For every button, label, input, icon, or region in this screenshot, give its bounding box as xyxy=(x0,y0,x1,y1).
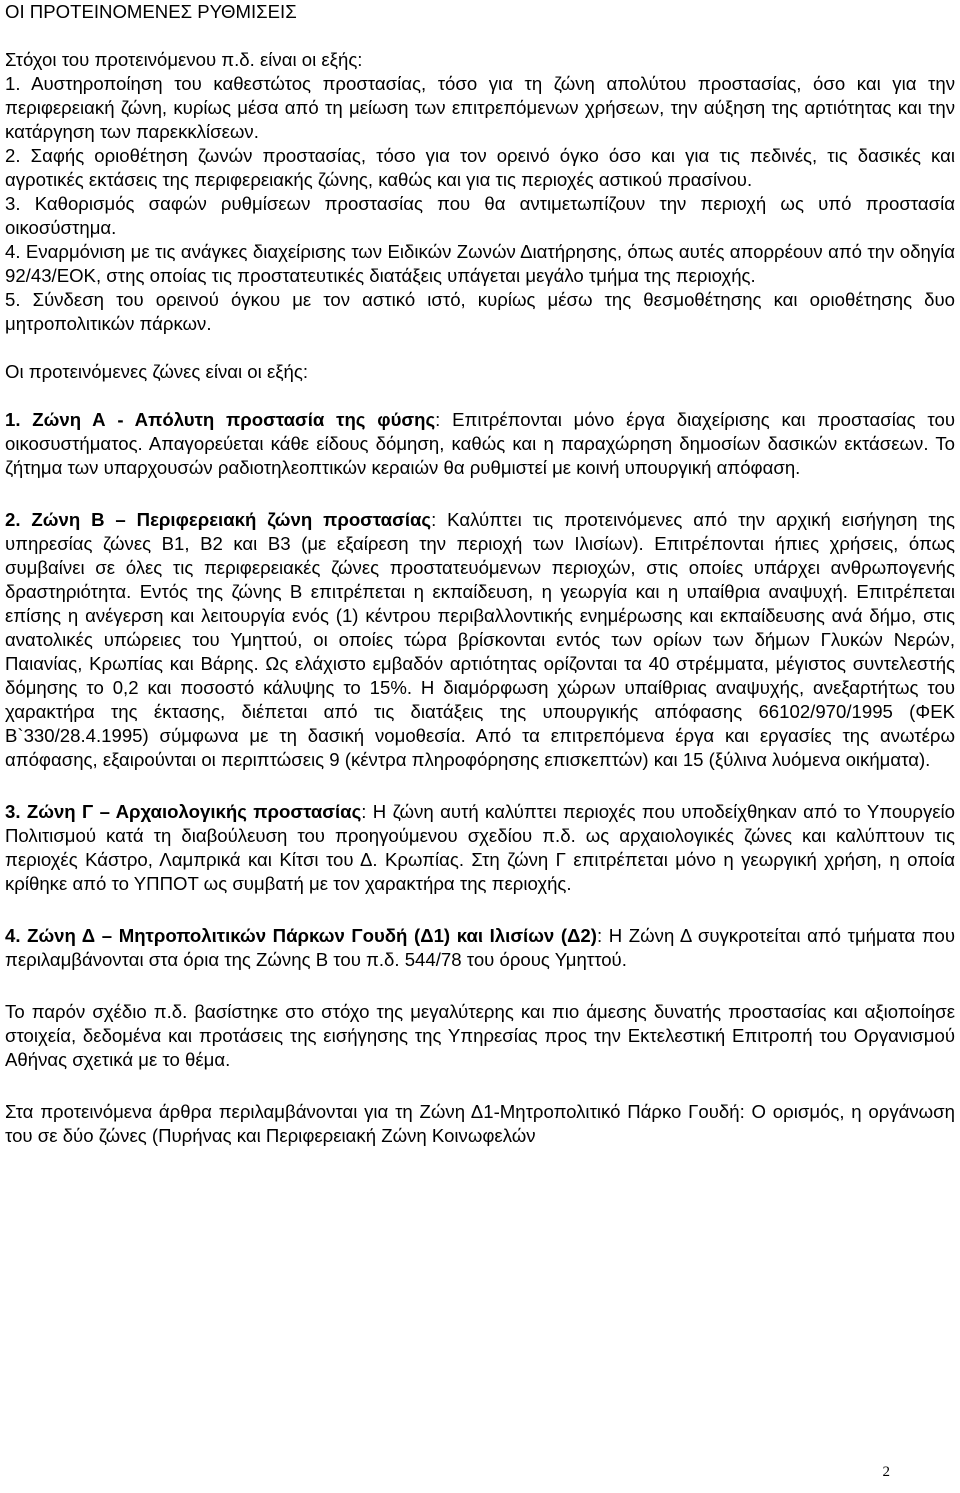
goal-item-1 xyxy=(5,72,955,144)
zone-c-text: : Η ζώνη αυτή καλύπτει περιοχές που υποδείχθηκαν από το Υπουργείο Πολιτισμού κατά τη διαβούλευση του προηγούμενου σχεδίου π.δ. ως αρχαιολογικές ζώνες και καλύπτουν τις περιοχές Κάστρο, Λαμπρικά και Κίτσι του Δ. Κρωπίας. Στη ζώνη Γ επιτρέπεται μόνο η γεωργική χρήση, η οποία κρίθηκε από το ΥΠΠΟΤ ως συμβατή με τον χαρακτήρα της περιοχής. xyxy=(5,801,955,894)
zone-b-paragraph xyxy=(5,508,955,772)
zone-d-label: 4. Ζώνη Δ – Μητροπολιτικών Πάρκων Γουδή (Δ1) και Ιλισίων (Δ2) xyxy=(5,925,597,946)
page-title: ΟΙ ΠΡΟΤΕΙΝΟΜΕΝΕΣ ΡΥΘΜΙΣΕΙΣ xyxy=(5,1,297,22)
zone-a-label: 1. Ζώνη Α - Απόλυτη προστασία της φύσης xyxy=(5,409,436,430)
zone-c-paragraph xyxy=(5,800,955,896)
spacer xyxy=(5,480,955,508)
goal-text: Καθορισμός σαφών ρυθμίσεων προστασίας που θα αντιμετωπίζουν την περιοχή ως υπό προστασία οικοσύστημα. xyxy=(5,193,955,238)
goal-text: Αυστηροποίηση του καθεστώτος προστασίας, τόσο για τη ζώνη απολύτου προστασίας, όσο και για την περιφερειακή ζώνη, κυρίως μέσα από τη μείωση των επιτρεπόμενων χρήσεων, την αύξηση της αρτιότητας και την κατάργηση των παρεκκλίσεων. xyxy=(5,73,956,142)
spacer xyxy=(5,972,955,1000)
document-body xyxy=(5,0,955,1148)
goal-item-5 xyxy=(5,288,955,336)
closing-paragraph-2: Στα προτεινόμενα άρθρα περιλαμβάνονται για τη Ζώνη Δ1-Μητροπολιτικό Πάρκο Γουδή: Ο ορισμός, η οργάνωση του σε δύο ζώνες (Πυρήνας και Περιφερειακή Ζώνη Κοινωφελών xyxy=(5,1101,955,1146)
zone-a-paragraph xyxy=(5,408,955,480)
zone-b-label: 2. Ζώνη Β – Περιφερειακή ζώνη προστασίας xyxy=(5,509,432,530)
spacer xyxy=(5,24,955,48)
goal-number: 1. xyxy=(5,73,21,94)
zone-a-text: : Επιτρέπονται μόνο έργα διαχείρισης και προστασίας του οικοσυστήματος. Απαγορεύεται κάθε είδους δόμηση, καθώς και η παραχώρηση δημοσίων δασικών εκτάσεων. Το ζήτημα των υπαρχουσών ραδιοτηλεοπτικών κεραιών θα ρυθμιστεί με κοινή υπουργική απόφαση. xyxy=(5,409,955,478)
goal-text: Σύνδεση του ορεινού όγκου με τον αστικό ιστό, κυρίως μέσω της θεσμοθέτησης και οριοθέτησης δυο μητροπολιτικών πάρκων. xyxy=(5,289,956,334)
goal-number: 3. xyxy=(5,193,21,214)
goal-text: Εναρμόνιση με τις ανάγκες διαχείρισης των Ειδικών Ζωνών Διατήρησης, όπως αυτές απορρέουν από την οδηγία 92/43/ΕΟΚ, στης οποίας τις προστατευτικές διατάξεις υπάγεται μεγάλο τμήμα της περιοχής. xyxy=(5,241,956,286)
zone-d-text: : Η Ζώνη Δ συγκροτείται από τμήματα που περιλαμβάνονται στα όρια της Ζώνης Β του π.δ. 544/78 του όρους Υμηττού. xyxy=(5,925,955,970)
zones-intro: Οι προτεινόμενες ζώνες είναι οι εξής: xyxy=(5,361,309,382)
goals-list xyxy=(5,72,955,336)
zone-b-text: : Καλύπτει τις προτεινόμενες από την αρχική εισήγηση της υπηρεσίας ζώνες Β1, Β2 και Β3 (με εξαίρεση την περιοχή των Ιλισίων). Επιτρέπονται ήπιες χρήσεις, όπως συμβαίνει σε όλες τις περιφερειακές ζώνες προστατευόμενων περιοχών, στις οποίες υπάρχει ανθρωπογενής δραστηριότητα. Εντός της ζώνης Β επιτρέπεται η εκπαίδευση, η γεωργία και η υπαίθρια αναψυχή. Επιτρέπεται επίσης η ανέγερση και λειτουργία ενός (1) κέντρου περιβαλλοντικής ενημέρωσης και εκπαίδευσης ανά δήμο, στις ανατολικές υπώρειες του Υμηττού, οι οποίες τώρα βρίσκονται εντός των ορίων των δήμων Γλυκών Νερών, Παιανίας, Κρωπίας και Βάρης. Ως ελάχιστο εμβαδόν αρτιότητας ορίζονται τα 40 στρέμματα, μέγιστος συντελεστής δόμησης το 0,2 και ποσοστό κάλυψης το 15%. Η διαμόρφωση χώρων υπαίθριας αναψυχής, ανεξαρτήτως του χαρακτήρα της έκτασης, διέπεται από τις διατάξεις της υπουργικής απόφασης 66102/970/1995 (ΦΕΚ Β`330/28.4.1995) σύμφωνα με τη δασική νομοθεσία. Από τα επιτρεπόμενα έργα και εργασίες της ανωτέρω απόφασης, εξαιρούνται οι περιπτώσεις 9 (κέντρα πληροφόρησης επισκεπτών) και 15 (ξύλινα λυόμενα οικήματα). xyxy=(5,509,955,770)
spacer xyxy=(5,1072,955,1100)
zone-c-label: 3. Ζώνη Γ – Αρχαιολογικής προστασίας xyxy=(5,801,362,822)
goal-number: 4. xyxy=(5,241,21,262)
spacer xyxy=(5,336,955,360)
goal-item-4 xyxy=(5,240,955,288)
goal-item-3 xyxy=(5,192,955,240)
spacer xyxy=(5,384,955,408)
goal-number: 5. xyxy=(5,289,21,310)
closing-paragraph-1: Το παρόν σχέδιο π.δ. βασίστηκε στο στόχο της μεγαλύτερης και πιο άμεσης δυνατής προστασίας και αξιοποίησε στοιχεία, δεδομένα και προτάσεις της εισήγησης της Υπηρεσίας προς την Εκτελεστική Επιτροπή του Οργανισμού Αθήνας σχετικά με το θέμα. xyxy=(5,1001,955,1070)
spacer xyxy=(5,772,955,800)
zone-d-paragraph xyxy=(5,924,955,972)
goal-number: 2. xyxy=(5,145,21,166)
goals-intro: Στόχοι του προτεινόμενου π.δ. είναι οι εξής: xyxy=(5,49,363,70)
goal-item-2 xyxy=(5,144,955,192)
page-number: 2 xyxy=(882,1464,890,1480)
spacer xyxy=(5,896,955,924)
goal-text: Σαφής οριοθέτηση ζωνών προστασίας, τόσο για τον ορεινό όγκο όσο και για τις πεδινές, τις δασικές και αγροτικές εκτάσεις της περιφερειακής ζώνης, καθώς και για τις περιοχές αστικού πρασίνου. xyxy=(5,145,956,190)
